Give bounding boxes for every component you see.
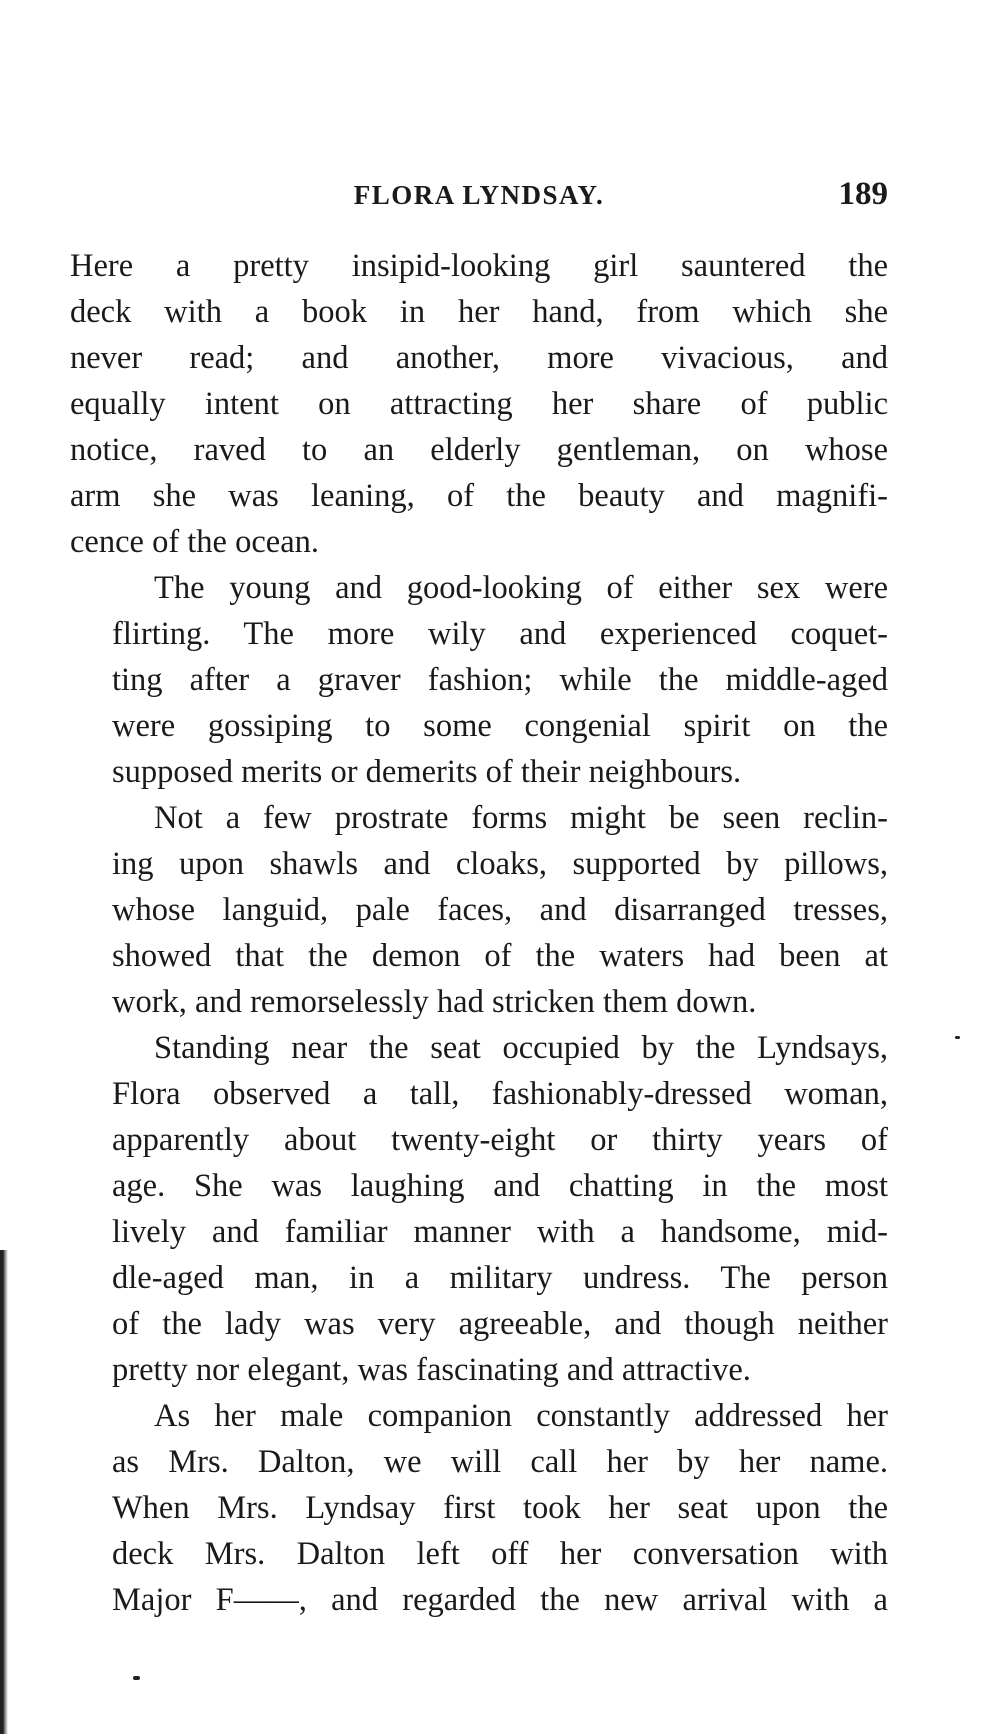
text-line: arm she was leaning, of the beauty and magnifi- xyxy=(70,478,888,514)
scan-speck xyxy=(955,1036,960,1039)
text-line: When Mrs. Lyndsay first took her seat upon the xyxy=(112,1490,888,1526)
page-number: 189 xyxy=(838,176,888,212)
text-line: The young and good-looking of either sex were xyxy=(154,570,888,606)
paragraph-2 xyxy=(70,565,888,795)
running-title: FLORA LYNDSAY. xyxy=(353,180,605,210)
text-line: lively and familiar manner with a handsome, mid- xyxy=(112,1214,888,1250)
text-line: supposed merits or demerits of their neighbours. xyxy=(112,754,742,790)
text-line: as Mrs. Dalton, we will call her by her name. xyxy=(112,1444,888,1480)
text-line: apparently about twenty-eight or thirty years of xyxy=(112,1122,888,1158)
text-line: ing upon shawls and cloaks, supported by pillows, xyxy=(112,846,888,882)
text-line: work, and remorselessly had stricken them down. xyxy=(112,984,757,1020)
text-line: Not a few prostrate forms might be seen reclin- xyxy=(154,800,888,836)
paragraph-4 xyxy=(70,1025,888,1393)
text-line: cence of the ocean. xyxy=(70,524,320,560)
running-header xyxy=(70,176,888,220)
text-line: pretty nor elegant, was fascinating and attractive. xyxy=(112,1352,751,1388)
paragraph-5 xyxy=(70,1393,888,1623)
text-line: equally intent on attracting her share of public xyxy=(70,386,888,422)
text-line: Standing near the seat occupied by the Lyndsays, xyxy=(154,1030,888,1066)
text-line: notice, raved to an elderly gentleman, on whose xyxy=(70,432,888,468)
text-line: dle-aged man, in a military undress. The person xyxy=(112,1260,888,1296)
text-line: showed that the demon of the waters had been at xyxy=(112,938,888,974)
text-line: deck Mrs. Dalton left off her conversation with xyxy=(112,1536,888,1572)
body-text xyxy=(70,243,888,1623)
text-line: ting after a graver fashion; while the middle-aged xyxy=(112,662,888,698)
paragraph-1 xyxy=(70,243,888,565)
text-line: whose languid, pale faces, and disarranged tresses, xyxy=(112,892,888,928)
text-line: never read; and another, more vivacious, and xyxy=(70,340,888,376)
text-line: Flora observed a tall, fashionably-dressed woman, xyxy=(112,1076,888,1112)
text-line: of the lady was very agreeable, and though neither xyxy=(112,1306,888,1342)
text-line: Major F——, and regarded the new arrival with a xyxy=(112,1582,888,1618)
text-line: age. She was laughing and chatting in the most xyxy=(112,1168,888,1204)
scan-speck xyxy=(133,1676,140,1680)
page-binding-edge xyxy=(0,1250,8,1734)
text-line: flirting. The more wily and experienced coquet- xyxy=(112,616,888,652)
text-line: As her male companion constantly addressed her xyxy=(154,1398,888,1434)
text-line: deck with a book in her hand, from which she xyxy=(70,294,888,330)
text-line: Here a pretty insipid-looking girl sauntered the xyxy=(70,248,888,284)
text-line: were gossiping to some congenial spirit on the xyxy=(112,708,888,744)
paragraph-3 xyxy=(70,795,888,1025)
